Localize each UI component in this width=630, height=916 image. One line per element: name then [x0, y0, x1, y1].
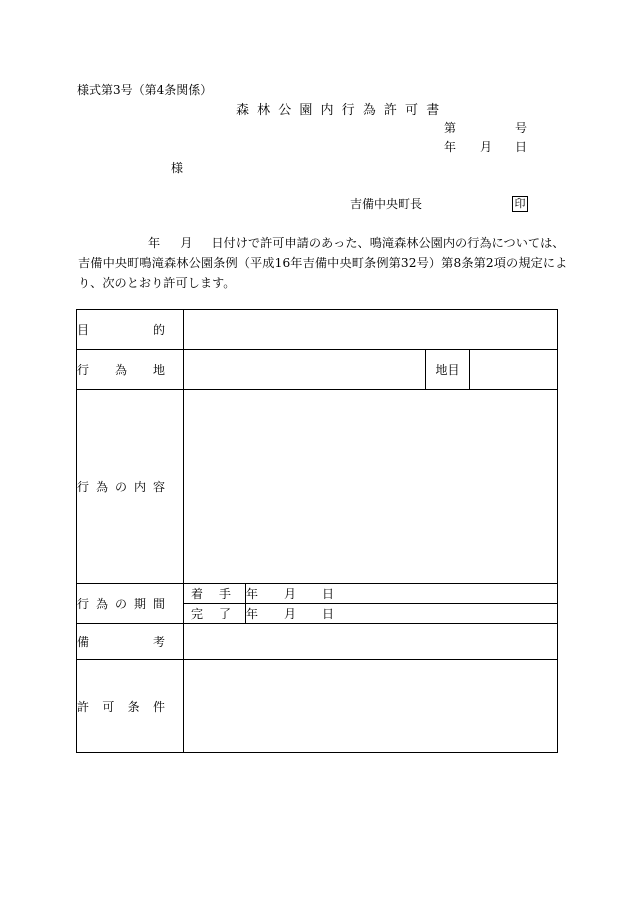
label-char: 備 [77, 635, 90, 649]
body-line-2: 吉備中央町鳴滝森林公園条例（平成16年吉備中央町条例第32号）第8条第2項の規定によ [78, 256, 568, 270]
period-label [77, 584, 184, 624]
end-month: 月 [284, 607, 297, 621]
row-remarks [77, 624, 558, 660]
content-label-text [77, 478, 165, 495]
label-char: 為 [95, 480, 108, 494]
label-char: 許 [77, 699, 90, 714]
label-char: 的 [152, 323, 165, 337]
document-title: 森 林 公 園 内 行 為 許 可 書 [236, 103, 442, 118]
document-number-suffix: 号 [515, 121, 528, 135]
row-purpose [77, 310, 558, 350]
label-char: 完 [191, 607, 204, 621]
label-char: 了 [218, 607, 231, 621]
start-month: 月 [284, 587, 297, 601]
label-char: 手 [218, 587, 231, 601]
body-line-3: り、次のとおり許可します。 [78, 276, 236, 290]
permit-details-table [76, 309, 558, 753]
conditions-label [77, 660, 184, 753]
end-date-field[interactable] [246, 604, 558, 624]
addressee-honorific: 様 [171, 161, 184, 175]
period-label-text [77, 595, 165, 612]
end-label-text [184, 605, 231, 622]
remarks-label-text [77, 633, 165, 650]
purpose-label-text [77, 321, 165, 338]
end-day: 日 [322, 607, 335, 621]
start-label [184, 584, 246, 604]
row-content [77, 390, 558, 584]
row-conditions [77, 660, 558, 753]
label-char: 為 [95, 597, 108, 611]
end-year: 年 [246, 607, 259, 621]
document-number-prefix: 第 [444, 121, 457, 135]
start-day: 日 [322, 587, 335, 601]
label-char: 可 [102, 699, 115, 714]
label-char: 件 [152, 699, 165, 714]
label-char: 為 [114, 363, 127, 377]
row-site [77, 350, 558, 390]
label-char: 間 [152, 597, 165, 611]
form-number-label: 様式第3号（第4条関係） [77, 83, 213, 97]
start-label-text [184, 585, 231, 602]
permit-body-text [78, 233, 568, 293]
label-char: 行 [77, 363, 90, 377]
end-label [184, 604, 246, 624]
date-month-label: 月 [480, 140, 493, 154]
site-field[interactable] [184, 350, 426, 390]
label-char: 行 [77, 597, 90, 611]
body-line-1 [78, 233, 565, 253]
row-period-start [77, 584, 558, 604]
site-label-text [77, 361, 165, 378]
content-field[interactable] [184, 390, 558, 584]
land-category-label [426, 350, 470, 390]
issuer-name: 吉備中央町長 [350, 197, 423, 211]
label-char: 行 [77, 480, 90, 494]
label-char: 内 [133, 480, 146, 494]
body-month: 月 [180, 236, 193, 250]
body-year: 年 [148, 236, 161, 250]
start-date-field[interactable] [246, 584, 558, 604]
remarks-label [77, 624, 184, 660]
label-char: 地 [152, 363, 165, 377]
content-label [77, 390, 184, 584]
date-day-label: 日 [515, 140, 528, 154]
seal-box: 印 [512, 196, 528, 212]
remarks-field[interactable] [184, 624, 558, 660]
label-char: の [114, 597, 127, 611]
label-char: の [114, 480, 127, 494]
site-label [77, 350, 184, 390]
conditions-field[interactable] [184, 660, 558, 753]
label-char: 着 [191, 587, 204, 601]
purpose-label [77, 310, 184, 350]
label-char: 期 [133, 597, 146, 611]
start-year: 年 [246, 587, 259, 601]
purpose-field[interactable] [184, 310, 558, 350]
date-year-label: 年 [444, 140, 457, 154]
label-char: 条 [127, 699, 140, 714]
label-char: 考 [152, 635, 165, 649]
conditions-label-text [77, 698, 165, 715]
label-char: 目 [77, 323, 90, 337]
body-line-1-rest: 日付けで許可申請のあった、鳴滝森林公園内の行為については、 [211, 236, 565, 250]
land-category-field[interactable] [470, 350, 558, 390]
land-category-text: 地目 [435, 363, 460, 377]
label-char: 容 [152, 480, 165, 494]
